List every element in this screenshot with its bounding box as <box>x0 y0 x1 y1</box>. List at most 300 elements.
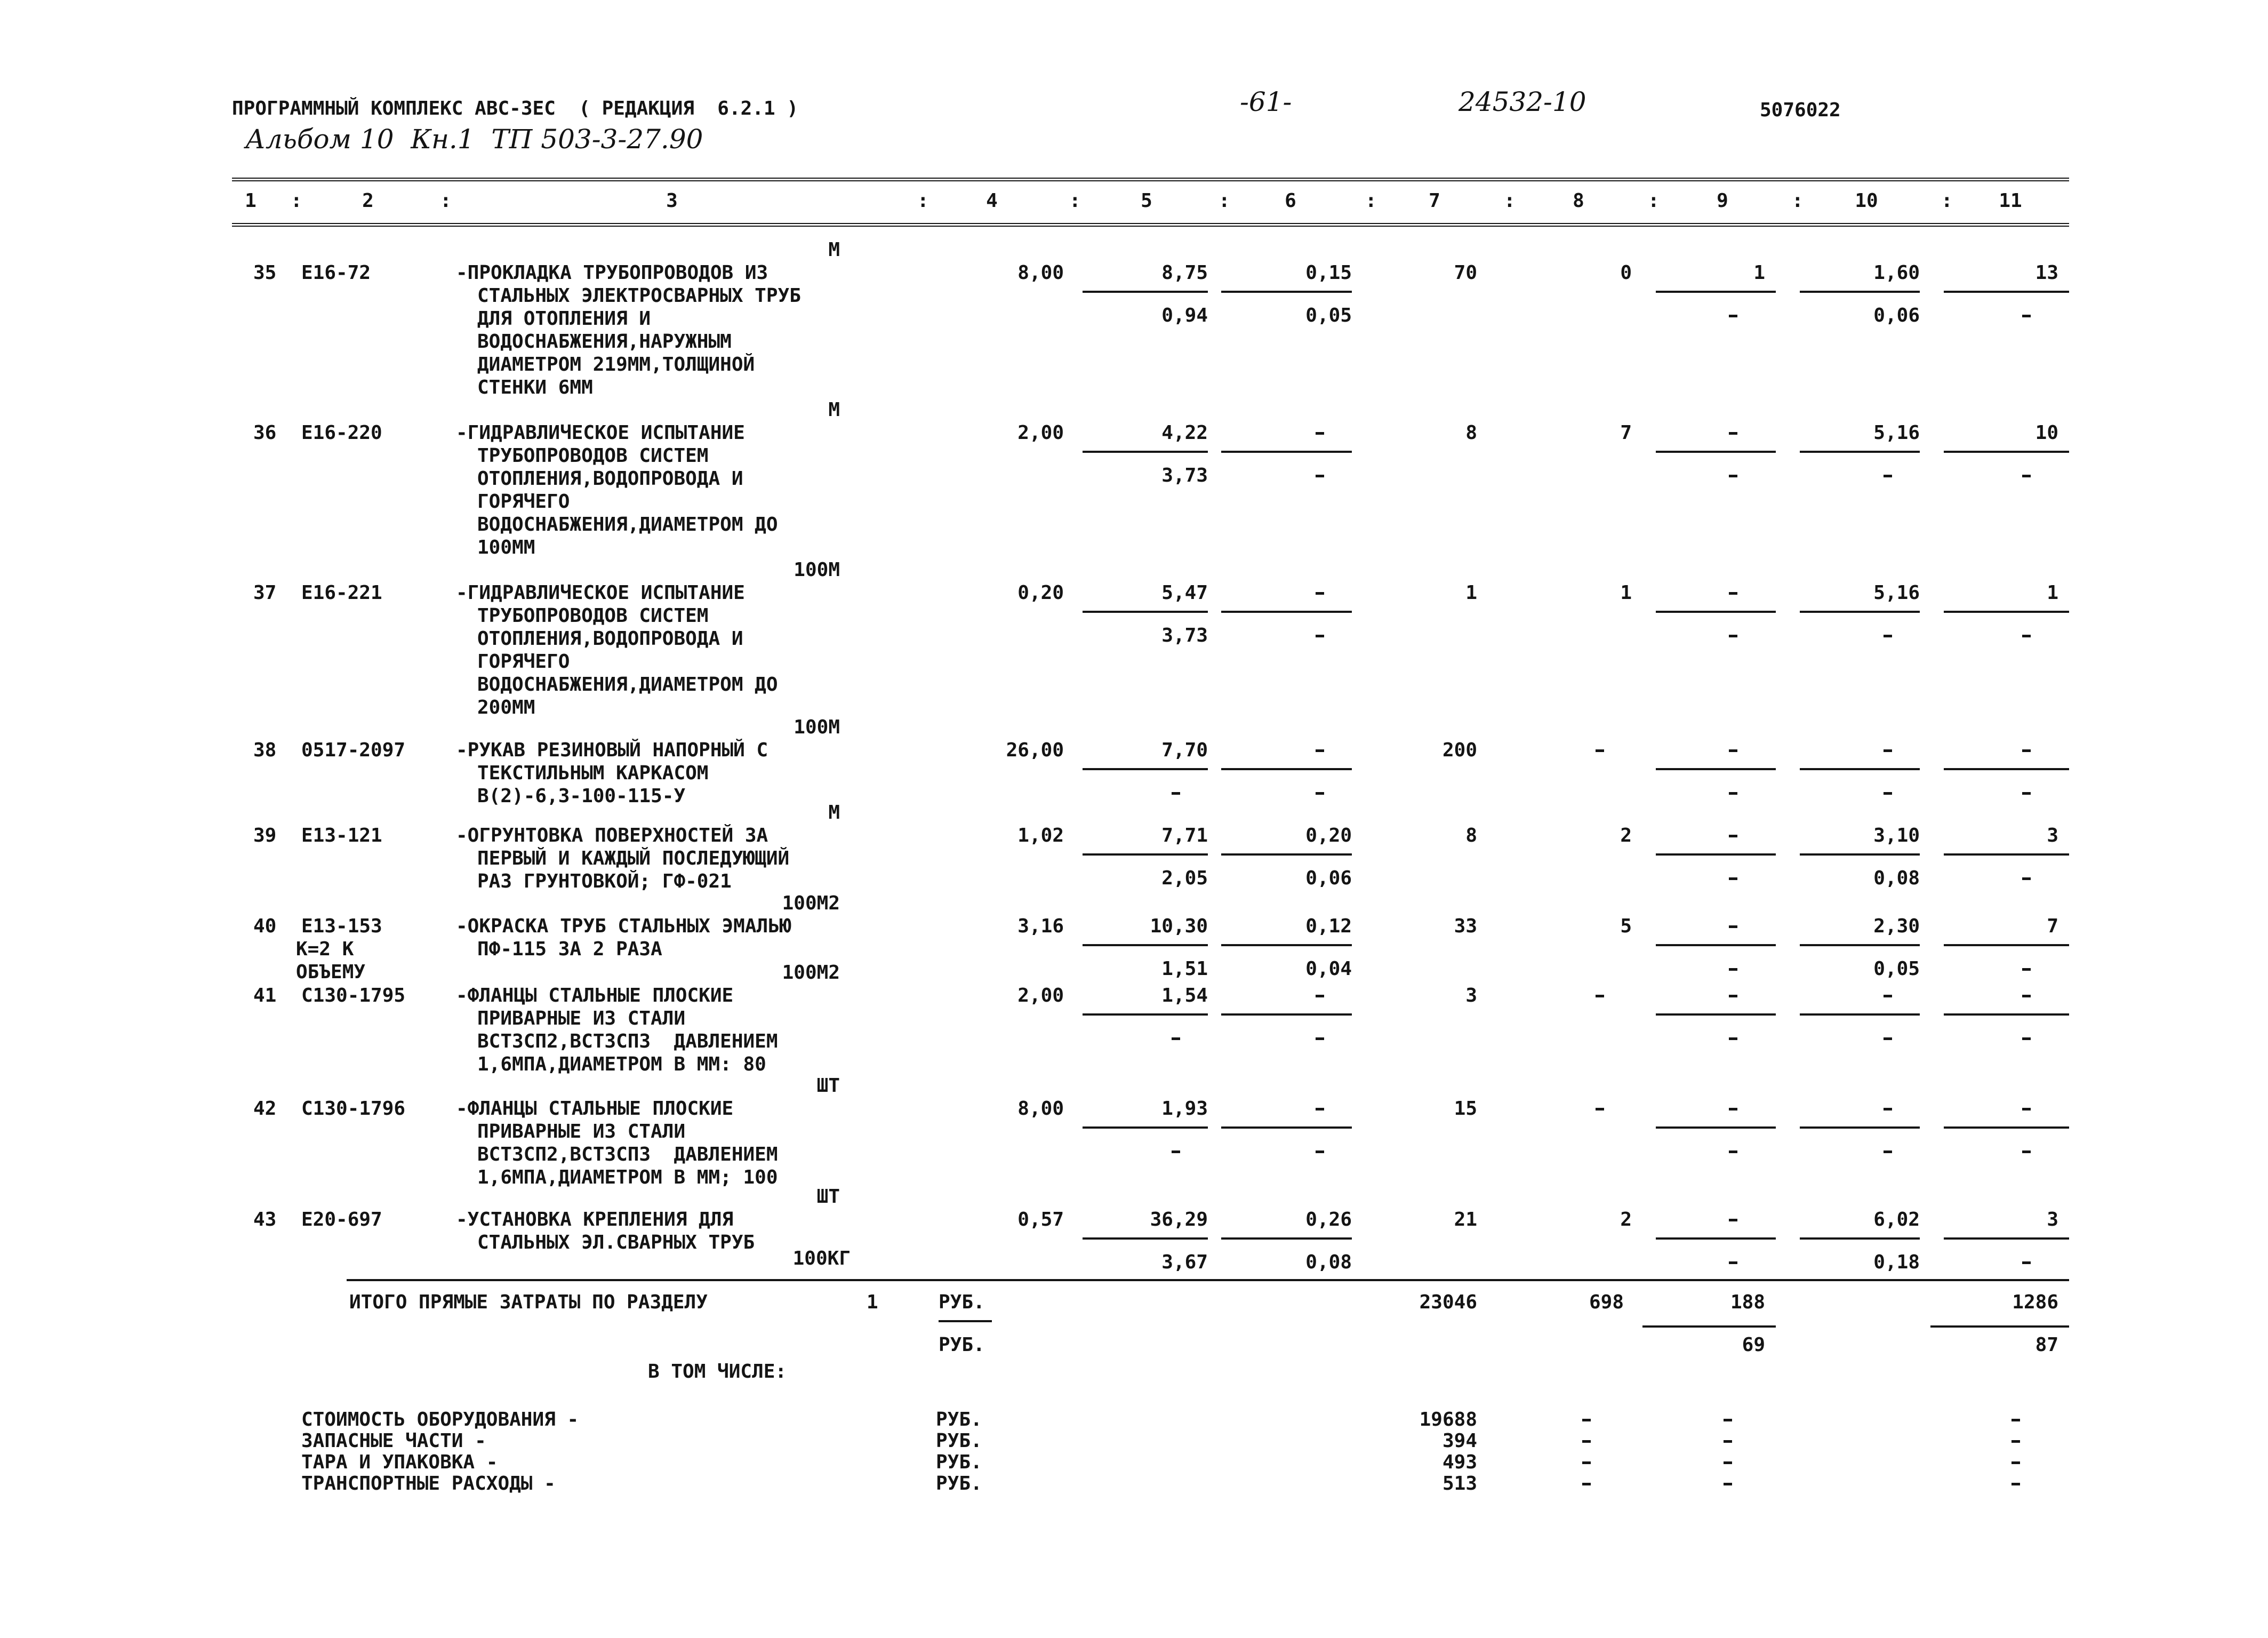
breakdown-dash <box>2011 1483 2020 1485</box>
work-description: ОТОПЛЕНИЯ,ВОДОПРОВОДА И <box>477 628 743 650</box>
total-cost: 1 <box>1465 582 1477 604</box>
fraction-rule <box>1221 1126 1352 1129</box>
fraction-rule <box>1800 1126 1920 1129</box>
fraction-rule <box>1656 291 1776 293</box>
fraction-rule <box>1083 451 1208 453</box>
machine-wages <box>1648 1251 1765 1274</box>
totals-currency: РУБ. <box>939 1291 985 1313</box>
labor-unit: 5,16 <box>1873 422 1920 444</box>
fraction-rule <box>1221 944 1352 946</box>
machine-wages-dash <box>1729 635 1737 637</box>
machines-total <box>1680 421 1765 444</box>
labor-machinists-unit-dash <box>1884 475 1892 477</box>
fraction-rule <box>1930 1325 2069 1328</box>
column-separator: : <box>1504 190 1516 212</box>
breakdown-label: ТРАНСПОРТНЫЕ РАСХОДЫ - <box>301 1473 556 1495</box>
work-description: ТРУБОПРОВОДОВ СИСТЕМ <box>477 605 709 627</box>
labor-machinists <box>1941 781 2058 804</box>
column-header-7: 7 <box>1429 190 1440 212</box>
work-description: ОТОПЛЕНИЯ,ВОДОПРОВОДА И <box>477 468 743 490</box>
labor-machinists <box>1941 304 2058 327</box>
row-number: 41 <box>253 985 277 1006</box>
machines-total-dash <box>1729 749 1737 752</box>
work-description: -ГИДРАВЛИЧЕСКОЕ ИСПЫТАНИЕ <box>456 582 745 604</box>
work-description: ВСТ3СП2,ВСТ3СП3 ДАВЛЕНИЕМ <box>477 1144 778 1165</box>
unit-cost-wages: 2,05 <box>1161 867 1208 889</box>
wages: 5 <box>1620 915 1632 937</box>
rate-code: С130-1796 <box>301 1098 406 1120</box>
machine-wages <box>1648 957 1765 980</box>
fraction-rule <box>1083 291 1208 293</box>
fraction-rule <box>1656 768 1776 770</box>
labor-machinists-dash <box>2022 792 2031 795</box>
rate-code: Е16-221 <box>301 582 382 604</box>
machine-wages-dash <box>1729 1150 1737 1153</box>
work-description: ВСТ3СП2,ВСТ3СП3 ДАВЛЕНИЕМ <box>477 1030 778 1052</box>
rate-code: Е16-220 <box>301 422 382 444</box>
machine-wages <box>1648 464 1765 487</box>
labor-total <box>1973 984 2058 1007</box>
breakdown-c11 <box>1984 1472 2026 1495</box>
unit-cost-wages <box>1091 1140 1208 1163</box>
machine-wages-dash <box>1729 315 1737 317</box>
unit-label: М <box>828 399 840 421</box>
unit-cost-total: 1,93 <box>1161 1098 1208 1120</box>
unit-cost-machine-wages-dash <box>1316 1150 1324 1153</box>
wages: 1 <box>1620 582 1632 604</box>
machines-total-dash <box>1729 432 1737 435</box>
work-description: СТАЛЬНЫХ ЭЛ.СВАРНЫХ ТРУБ <box>477 1232 755 1253</box>
unit-label: 100М <box>794 716 840 738</box>
labor-machinists <box>1941 867 2058 890</box>
column-separator: : <box>1219 190 1230 212</box>
unit-cost-machine-wages <box>1235 624 1352 647</box>
rate-code: С130-1795 <box>301 985 406 1006</box>
labor-machinists-unit-dash <box>1884 792 1892 795</box>
machine-wages-dash <box>1729 792 1737 795</box>
quantity: 0,57 <box>1017 1209 1064 1231</box>
row-number: 42 <box>253 1098 277 1120</box>
fraction-rule <box>1221 768 1352 770</box>
machines-total <box>1680 915 1765 938</box>
fraction-rule <box>1656 1013 1776 1016</box>
fraction-rule <box>1083 1237 1208 1240</box>
unit-cost-machines-dash <box>1316 1108 1324 1110</box>
rate-code: Е16-72 <box>301 262 371 284</box>
total-cost: 3 <box>1465 985 1477 1006</box>
fraction-rule <box>1944 1237 2069 1240</box>
machines-total <box>1680 1097 1765 1120</box>
labor-total: 1 <box>2047 582 2058 604</box>
totals-label: ИТОГО ПРЯМЫЕ ЗАТРАТЫ ПО РАЗДЕЛУ <box>349 1291 708 1313</box>
labor-total-dash <box>2022 749 2031 752</box>
unit-cost-wages: 1,51 <box>1161 958 1208 980</box>
unit-cost-machines: 0,20 <box>1305 825 1352 846</box>
including-label: В ТОМ ЧИСЛЕ: <box>648 1361 787 1383</box>
labor-machinists-dash <box>2022 1037 2031 1040</box>
unit-cost-machine-wages: 0,06 <box>1305 867 1352 889</box>
work-description: -ГИДРАВЛИЧЕСКОЕ ИСПЫТАНИЕ <box>456 422 745 444</box>
breakdown-c9 <box>1696 1429 1738 1452</box>
labor-machinists-unit: 0,18 <box>1873 1251 1920 1273</box>
fraction-rule <box>1221 1237 1352 1240</box>
labor-machinists-dash <box>2022 315 2031 317</box>
work-description: ВОДОСНАБЖЕНИЯ,НАРУЖНЫМ <box>477 331 732 353</box>
work-description: ГОРЯЧЕГО <box>477 491 570 513</box>
header-bottom-rule <box>232 223 2069 227</box>
machine-wages <box>1648 867 1765 890</box>
breakdown-cost: 513 <box>1442 1473 1477 1495</box>
work-description: ВОДОСНАБЖЕНИЯ,ДИАМЕТРОМ ДО <box>477 674 778 696</box>
column-separator: : <box>1069 190 1081 212</box>
totals-currency: РУБ. <box>939 1334 985 1356</box>
totals-machine-wages: 69 <box>1742 1334 1765 1356</box>
unit-cost-machines <box>1235 421 1352 444</box>
unit-cost-total: 4,22 <box>1161 422 1208 444</box>
labor-total: 13 <box>2035 262 2058 284</box>
column-header-8: 8 <box>1573 190 1584 212</box>
work-description: -ФЛАНЦЫ СТАЛЬНЫЕ ПЛОСКИЕ <box>456 1098 734 1120</box>
row-number: 36 <box>253 422 277 444</box>
work-description: ВОДОСНАБЖЕНИЯ,ДИАМЕТРОМ ДО <box>477 514 778 536</box>
breakdown-cost: 19688 <box>1419 1409 1477 1431</box>
unit-cost-wages-dash <box>1172 1150 1180 1153</box>
column-separator: : <box>1792 190 1804 212</box>
rate-code-note: К=2 К <box>296 938 354 960</box>
wages-dash <box>1596 749 1604 752</box>
labor-machinists-unit: 0,06 <box>1873 305 1920 326</box>
machine-wages <box>1648 304 1765 327</box>
labor-machinists-dash <box>2022 968 2031 971</box>
unit-cost-wages: 3,73 <box>1161 465 1208 486</box>
row-number: 43 <box>253 1209 277 1231</box>
column-separator: : <box>1941 190 1953 212</box>
labor-machinists-unit <box>1802 1027 1920 1050</box>
breakdown-dash <box>2011 1419 2020 1421</box>
totals-rule <box>347 1279 2069 1281</box>
unit-cost-total: 10,30 <box>1150 915 1208 937</box>
unit-cost-machines <box>1235 581 1352 604</box>
breakdown-dash <box>1724 1440 1732 1443</box>
fraction-rule <box>1800 1013 1920 1016</box>
quantity: 8,00 <box>1017 262 1064 284</box>
labor-machinists-unit <box>1802 624 1920 647</box>
labor-machinists-dash <box>2022 1261 2031 1264</box>
labor-machinists-unit: 0,08 <box>1873 867 1920 889</box>
machine-wages-dash <box>1729 877 1737 880</box>
column-separator: : <box>1648 190 1660 212</box>
breakdown-dash <box>1724 1461 1732 1464</box>
column-header-9: 9 <box>1717 190 1728 212</box>
wages-dash <box>1596 995 1604 997</box>
unit-cost-machines-dash <box>1316 749 1324 752</box>
totals-currency-rule <box>939 1320 992 1322</box>
work-description: ПЕРВЫЙ И КАЖДЫЙ ПОСЛЕДУЮЩИЙ <box>477 848 790 869</box>
machines-total-dash <box>1729 835 1737 837</box>
unit-cost-wages: 3,73 <box>1161 625 1208 646</box>
fraction-rule <box>1944 611 2069 613</box>
column-header-4: 4 <box>986 190 998 212</box>
fraction-rule <box>1944 944 2069 946</box>
totals-section: 1 <box>867 1291 878 1313</box>
wages <box>1546 984 1632 1007</box>
total-cost: 70 <box>1454 262 1477 284</box>
fraction-rule <box>1083 611 1208 613</box>
labor-unit <box>1813 1097 1920 1120</box>
fraction-rule <box>1656 1237 1776 1240</box>
fraction-rule <box>1221 291 1352 293</box>
unit-label: 100М <box>794 559 840 581</box>
labor-machinists <box>1941 957 2058 980</box>
row-number: 38 <box>253 739 277 761</box>
unit-cost-machine-wages-dash <box>1316 635 1324 637</box>
breakdown-dash <box>1582 1461 1591 1464</box>
fraction-rule <box>1944 451 2069 453</box>
breakdown-c11 <box>1984 1408 2026 1431</box>
unit-cost-machine-wages <box>1235 781 1352 804</box>
quantity: 3,16 <box>1017 915 1064 937</box>
unit-cost-machines <box>1235 984 1352 1007</box>
breakdown-dash <box>2011 1461 2020 1464</box>
unit-cost-wages-dash <box>1172 792 1180 795</box>
work-description: ПРИВАРНЫЕ ИЗ СТАЛИ <box>477 1008 686 1029</box>
work-description: 200ММ <box>477 697 535 718</box>
machines-total-dash <box>1729 592 1737 595</box>
column-header-5: 5 <box>1141 190 1152 212</box>
unit-cost-machine-wages-dash <box>1316 1037 1324 1040</box>
work-description: -УСТАНОВКА КРЕПЛЕНИЯ ДЛЯ <box>456 1209 734 1231</box>
quantity: 0,20 <box>1017 582 1064 604</box>
unit-cost-machines-dash <box>1316 592 1324 595</box>
fraction-rule <box>1944 291 2069 293</box>
labor-machinists-unit: 0,05 <box>1873 958 1920 980</box>
breakdown-currency: РУБ. <box>936 1473 982 1495</box>
breakdown-c8 <box>1554 1451 1597 1474</box>
breakdown-c9 <box>1696 1451 1738 1474</box>
labor-unit-dash <box>1884 1108 1892 1110</box>
breakdown-c9 <box>1696 1472 1738 1495</box>
machines-total-dash <box>1729 925 1737 928</box>
fraction-rule <box>1944 853 2069 856</box>
unit-cost-machine-wages <box>1235 1140 1352 1163</box>
labor-unit <box>1813 739 1920 762</box>
column-header-2: 2 <box>362 190 374 212</box>
breakdown-c8 <box>1554 1472 1597 1495</box>
labor-unit: 6,02 <box>1873 1209 1920 1231</box>
quantity: 2,00 <box>1017 422 1064 444</box>
unit-label: М <box>828 802 840 824</box>
rate-code: Е13-153 <box>301 915 382 937</box>
breakdown-dash <box>1724 1483 1732 1485</box>
total-cost: 8 <box>1465 825 1477 846</box>
row-number: 39 <box>253 825 277 846</box>
machines-total-dash <box>1729 1108 1737 1110</box>
work-description: 1,6МПА,ДИАМЕТРОМ В ММ: 80 <box>477 1053 766 1075</box>
quantity: 26,00 <box>1006 739 1064 761</box>
work-description: СТЕНКИ 6ММ <box>477 377 593 398</box>
unit-cost-machines-dash <box>1316 995 1324 997</box>
work-description: ДЛЯ ОТОПЛЕНИЯ И <box>477 308 651 330</box>
labor-unit-dash <box>1884 995 1892 997</box>
labor-machinists-unit-dash <box>1884 635 1892 637</box>
labor-unit: 2,30 <box>1873 915 1920 937</box>
column-header-11: 11 <box>1999 190 2022 212</box>
totals-cost: 23046 <box>1419 1291 1477 1313</box>
fraction-rule <box>1083 1013 1208 1016</box>
work-description: 1,6МПА,ДИАМЕТРОМ В ММ; 100 <box>477 1166 778 1188</box>
totals-wages: 698 <box>1589 1291 1624 1313</box>
fraction-rule <box>1656 1126 1776 1129</box>
work-description: ТЕКСТИЛЬНЫМ КАРКАСОМ <box>477 762 709 784</box>
fraction-rule <box>1656 451 1776 453</box>
fraction-rule <box>1221 1013 1352 1016</box>
row-number: 40 <box>253 915 277 937</box>
breakdown-currency: РУБ. <box>936 1430 982 1452</box>
fraction-rule <box>1800 853 1920 856</box>
machine-wages-dash <box>1729 1261 1737 1264</box>
machine-wages <box>1648 1027 1765 1050</box>
row-number: 37 <box>253 582 277 604</box>
rate-code: Е20-697 <box>301 1209 382 1231</box>
unit-cost-machine-wages-dash <box>1316 475 1324 477</box>
header-top-rule <box>232 178 2069 181</box>
unit-cost-machines: 0,26 <box>1305 1209 1352 1231</box>
breakdown-cost: 394 <box>1442 1430 1477 1452</box>
machine-wages <box>1648 1140 1765 1163</box>
labor-total: 10 <box>2035 422 2058 444</box>
work-description: ПРИВАРНЫЕ ИЗ СТАЛИ <box>477 1121 686 1142</box>
unit-label: 100М2 <box>782 892 840 914</box>
machines-total: 1 <box>1753 262 1765 284</box>
program-title: ПРОГРАММНЫЙ КОМПЛЕКС АВС-ЗЕС ( РЕДАКЦИЯ 6.2.1 ) <box>232 98 799 119</box>
labor-machinists <box>1941 1251 2058 1274</box>
wages: 0 <box>1620 262 1632 284</box>
machines-total <box>1680 984 1765 1007</box>
total-cost: 33 <box>1454 915 1477 937</box>
unit-cost-total: 36,29 <box>1150 1209 1208 1231</box>
breakdown-currency: РУБ. <box>936 1409 982 1431</box>
fraction-rule <box>1656 853 1776 856</box>
unit-cost-wages: 0,94 <box>1161 305 1208 326</box>
unit-cost-machines: 0,15 <box>1305 262 1352 284</box>
labor-total <box>1973 1097 2058 1120</box>
quantity: 2,00 <box>1017 985 1064 1006</box>
column-separator: : <box>917 190 929 212</box>
column-separator: : <box>1365 190 1377 212</box>
fraction-rule <box>1642 1325 1776 1328</box>
machines-total <box>1680 1208 1765 1231</box>
work-description: ДИАМЕТРОМ 219ММ,ТОЛЩИНОЙ <box>477 354 755 375</box>
breakdown-dash <box>1582 1419 1591 1421</box>
breakdown-dash <box>1582 1483 1591 1485</box>
labor-machinists <box>1941 1027 2058 1050</box>
labor-total: 3 <box>2047 1209 2058 1231</box>
machine-wages-dash <box>1729 968 1737 971</box>
machines-total-dash <box>1729 1219 1737 1221</box>
rate-code-note: ОБЪЕМУ <box>296 961 366 983</box>
column-header-6: 6 <box>1285 190 1296 212</box>
unit-cost-machines <box>1235 1097 1352 1120</box>
breakdown-c11 <box>1984 1451 2026 1474</box>
breakdown-currency: РУБ. <box>936 1451 982 1473</box>
work-description: -ПРОКЛАДКА ТРУБОПРОВОДОВ ИЗ <box>456 262 768 284</box>
machines-total <box>1680 581 1765 604</box>
unit-cost-machine-wages: 0,08 <box>1305 1251 1352 1273</box>
labor-unit-dash <box>1884 749 1892 752</box>
fraction-rule <box>1656 611 1776 613</box>
wages: 2 <box>1620 1209 1632 1231</box>
fraction-rule <box>1083 1126 1208 1129</box>
column-header-10: 10 <box>1855 190 1878 212</box>
quantity: 1,02 <box>1017 825 1064 846</box>
unit-cost-wages <box>1091 1027 1208 1050</box>
unit-cost-machines-dash <box>1316 432 1324 435</box>
fraction-rule <box>1800 611 1920 613</box>
labor-unit: 3,10 <box>1873 825 1920 846</box>
labor-machinists-dash <box>2022 1150 2031 1153</box>
breakdown-c8 <box>1554 1429 1597 1452</box>
unit-cost-machines: 0,12 <box>1305 915 1352 937</box>
labor-machinists-dash <box>2022 635 2031 637</box>
breakdown-label: ТАРА И УПАКОВКА - <box>301 1451 498 1473</box>
fraction-rule <box>1800 768 1920 770</box>
labor-total: 7 <box>2047 915 2058 937</box>
breakdown-c8 <box>1554 1408 1597 1431</box>
labor-machinists-unit-dash <box>1884 1037 1892 1040</box>
document-code: 24532-10 <box>1458 86 1586 117</box>
fraction-rule <box>1800 1237 1920 1240</box>
total-cost: 21 <box>1454 1209 1477 1231</box>
machine-wages-dash <box>1729 475 1737 477</box>
quantity: 8,00 <box>1017 1098 1064 1120</box>
column-separator: : <box>440 190 452 212</box>
work-description: 100ММ <box>477 537 535 558</box>
labor-unit: 1,60 <box>1873 262 1920 284</box>
total-cost: 15 <box>1454 1098 1477 1120</box>
column-header-3: 3 <box>666 190 678 212</box>
fraction-rule <box>1944 1013 2069 1016</box>
machine-wages-dash <box>1729 1037 1737 1040</box>
work-description: СТАЛЬНЫХ ЭЛЕКТРОСВАРНЫХ ТРУБ <box>477 285 801 307</box>
work-description: РАЗ ГРУНТОВКОЙ; ГФ-021 <box>477 870 732 892</box>
breakdown-dash <box>1582 1440 1591 1443</box>
labor-total-dash <box>2022 1108 2031 1110</box>
totals-labor: 1286 <box>2012 1291 2058 1313</box>
fraction-rule <box>1083 853 1208 856</box>
labor-unit: 5,16 <box>1873 582 1920 604</box>
unit-cost-total: 8,75 <box>1161 262 1208 284</box>
unit-label: 100КГ <box>792 1248 851 1269</box>
machine-wages <box>1648 781 1765 804</box>
fraction-rule <box>1221 451 1352 453</box>
row-number: 35 <box>253 262 277 284</box>
totals-labor-machinists: 87 <box>2035 1334 2058 1356</box>
labor-machinists <box>1941 624 2058 647</box>
labor-machinists-unit <box>1802 781 1920 804</box>
document-number: 5076022 <box>1760 99 1841 121</box>
machine-wages <box>1648 624 1765 647</box>
unit-cost-wages <box>1091 781 1208 804</box>
unit-cost-machine-wages <box>1235 1027 1352 1050</box>
fraction-rule <box>1944 768 2069 770</box>
unit-cost-total: 7,70 <box>1161 739 1208 761</box>
labor-machinists-unit <box>1802 1140 1920 1163</box>
labor-machinists-dash <box>2022 475 2031 477</box>
labor-total-dash <box>2022 995 2031 997</box>
fraction-rule <box>1083 944 1208 946</box>
column-header-1: 1 <box>245 190 257 212</box>
breakdown-dash <box>2011 1440 2020 1443</box>
